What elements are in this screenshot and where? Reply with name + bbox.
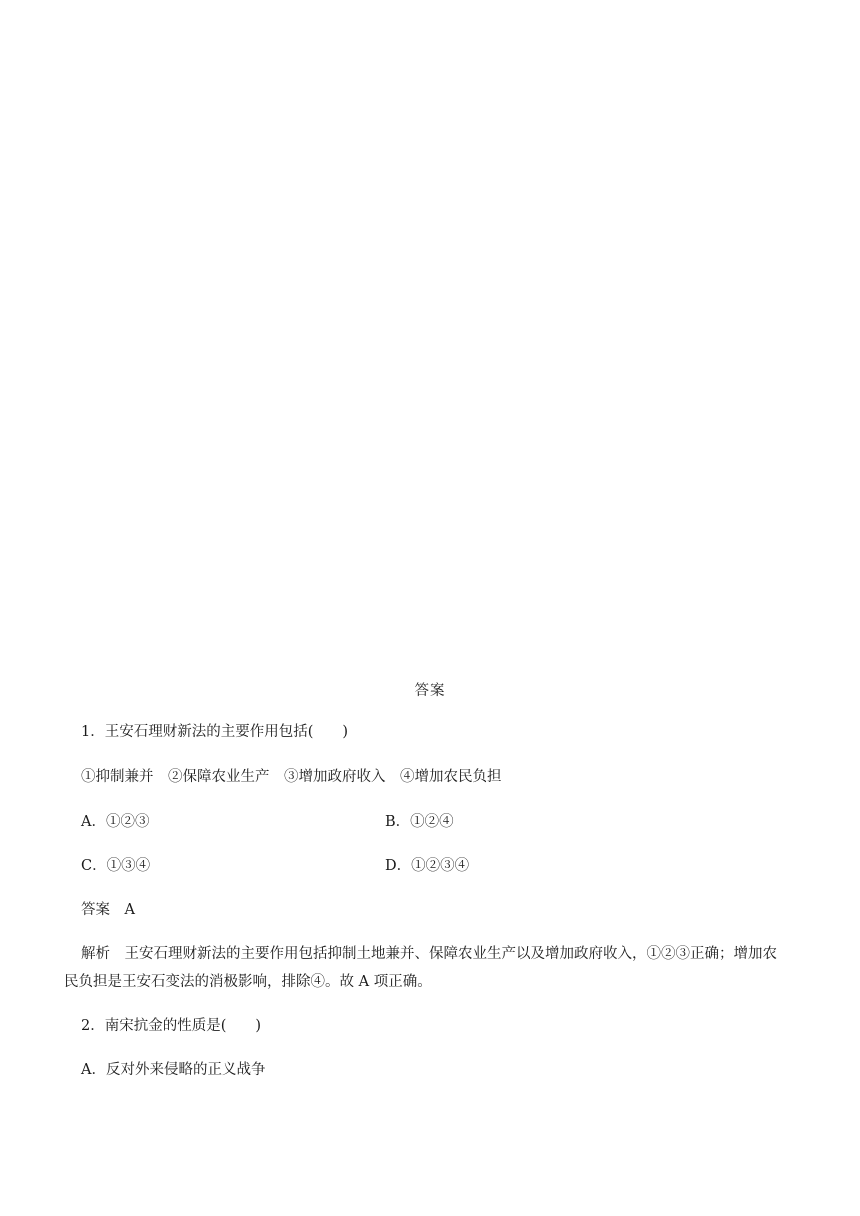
question-2-stem: 2．南宋抗金的性质是( ) xyxy=(81,1018,262,1034)
question-1-analysis-line-1: 解析 王安石理财新法的主要作用包括抑制土地兼并、保障农业生产以及增加政府收入，①②③正确；增加农 xyxy=(81,946,777,962)
question-1-statements: ①抑制兼并 ②保障农业生产 ③增加政府收入 ④增加农民负担 xyxy=(81,769,502,785)
question-1-option-d: D．①②③④ xyxy=(385,858,470,874)
question-1-answer: 答案 A xyxy=(81,902,135,918)
question-1-option-a: A．①②③ xyxy=(81,814,150,830)
question-1-option-b: B．①②④ xyxy=(385,814,454,830)
question-1-option-c: C．①③④ xyxy=(81,858,151,874)
answer-heading: 答案 xyxy=(414,683,446,699)
question-1-stem: 1．王安石理财新法的主要作用包括( ) xyxy=(81,724,349,740)
question-2-option-a: A．反对外来侵略的正义战争 xyxy=(81,1062,266,1078)
question-1-analysis-line-2: 民负担是王安石变法的消极影响，排除④。故 A 项正确。 xyxy=(64,974,432,990)
